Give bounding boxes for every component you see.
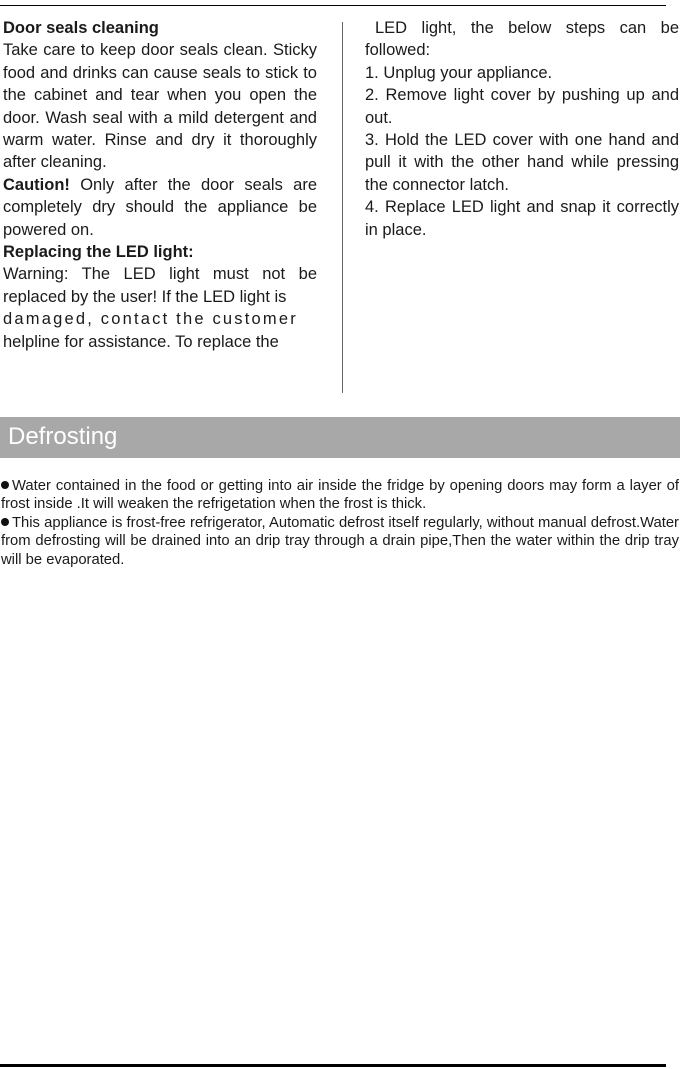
door-seals-heading: Door seals cleaning: [3, 19, 159, 37]
defrost-bullet-1-text: Water contained in the food or getting into air inside the fridge by opening doors may form a layer of frost inside .It will weaken the refrigetation when the frost is thick.: [1, 478, 679, 513]
left-column: [3, 17, 317, 353]
led-heading: Replacing the LED light:: [3, 243, 194, 262]
column-divider: [342, 22, 343, 393]
defrosting-banner: [0, 417, 680, 458]
right-column: [365, 17, 679, 241]
warning-text-helpline-line: helpline for assistance. To replace the: [3, 332, 279, 351]
defrost-bullet-1: [1, 477, 679, 514]
led-steps-intro: LED light, the below steps can be followed:: [365, 19, 679, 60]
bullet-icon: [1, 481, 9, 489]
bullet-icon: [1, 518, 9, 526]
door-seals-text: Take care to keep door seals clean. Sticky food and drinks can cause seals to stick to the cabinet and tear when you open the door. Wash seal with a mild detergent and warm water. Rinse and dry it thoroughly after cleaning.: [3, 41, 317, 172]
caution-text: Only after the door seals are completely dry should the appliance be powered on.: [3, 175, 317, 239]
led-step-2: 2. Remove light cover by pushing up and out.: [365, 86, 679, 127]
warning-text: Warning: The LED light must not be replaced by the user! If the LED light is: [3, 265, 317, 306]
caution-label: Caution!: [3, 175, 70, 194]
defrost-bullet-2-text: This appliance is frost-free refrigerator, Automatic defrost itself regularly, without manual defrost.Water from defrosting will be drained into an drip tray through a drain pipe,Then the water within the drip tray will be evaporated.: [1, 514, 679, 568]
bottom-rule: [0, 1064, 666, 1067]
caution-paragraph: [3, 174, 317, 241]
led-step-3: 3. Hold the LED cover with one hand and pull it with the other hand while pressing the connector latch.: [365, 131, 679, 194]
defrost-bullet-2: [1, 514, 679, 569]
led-step-1: 1. Unplug your appliance.: [365, 63, 553, 82]
top-rule: [0, 5, 666, 6]
defrosting-section: [1, 477, 679, 569]
warning-text-damaged-line: damaged, contact the customer: [3, 310, 298, 329]
led-step-4: 4. Replace LED light and snap it correctly in place.: [365, 198, 679, 239]
defrosting-title: Defrosting: [8, 423, 118, 450]
